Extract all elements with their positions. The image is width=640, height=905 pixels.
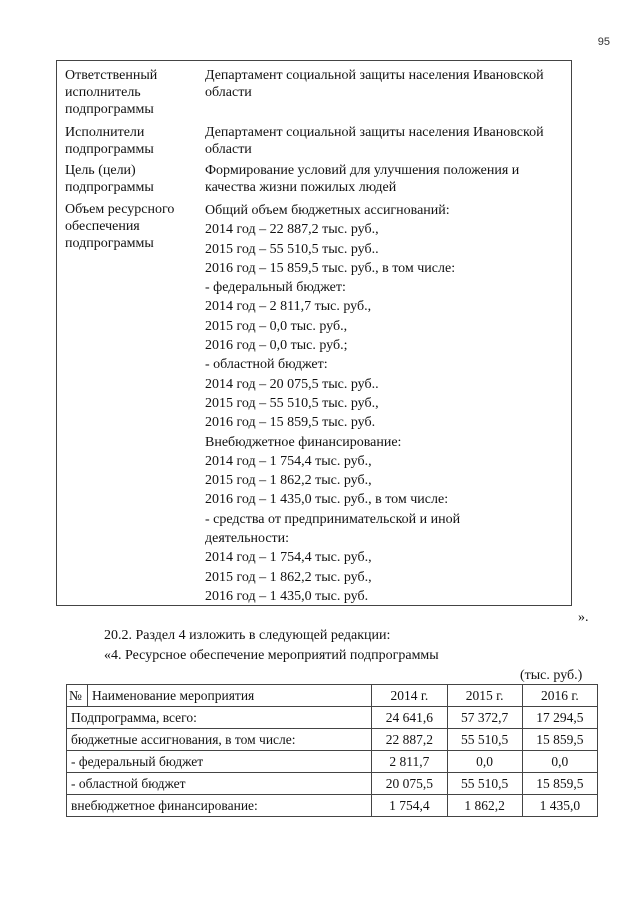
- funding-line: Общий объем бюджетных ассигнований:: [205, 203, 450, 218]
- funding-line: 2015 год – 55 510,5 тыс. руб.,: [205, 395, 379, 411]
- funding-line: 2014 год – 1 754,4 тыс. руб.,: [205, 550, 372, 566]
- row-value-y2015: 0,0: [447, 751, 522, 773]
- row-value-y2014: 24 641,6: [372, 707, 447, 729]
- funding-line: 2016 год – 1 435,0 тыс. руб., в том числе:: [205, 492, 449, 508]
- subprogram-passport-box: [56, 60, 572, 606]
- table-row: [67, 751, 598, 773]
- budget-table: [66, 684, 598, 817]
- units-label: (тыс. руб.): [520, 668, 583, 683]
- funding-line: - средства от предпринимательской и иной: [205, 511, 461, 527]
- executors-value: Департамент социальной защиты населения Ивановской области: [205, 125, 544, 157]
- table-row: [67, 795, 598, 817]
- section-instruction: 20.2. Раздел 4 изложить в следующей редакции:: [104, 628, 391, 643]
- funding-line: 2014 год – 1 754,4 тыс. руб.,: [205, 453, 372, 469]
- row-value-y2015: 55 510,5: [447, 729, 522, 751]
- funding-line: 2016 год – 15 859,5 тыс. руб.: [205, 415, 376, 431]
- goal-value: Формирование условий для улучшения положения и качества жизни пожилых людей: [205, 163, 520, 195]
- row-value-y2015: 55 510,5: [447, 773, 522, 795]
- row-value-y2016: 15 859,5: [522, 773, 597, 795]
- row-value-y2016: 15 859,5: [522, 729, 597, 751]
- row-value-y2014: 20 075,5: [372, 773, 447, 795]
- row-name: - федеральный бюджет: [67, 751, 372, 773]
- goal-label: Цель (цели) подпрограммы: [65, 163, 154, 195]
- section-heading: «4. Ресурсное обеспечение мероприятий подпрограммы: [104, 648, 439, 663]
- funding-line: 2016 год – 1 435,0 тыс. руб.: [205, 588, 369, 604]
- row-name: Подпрограмма, всего:: [67, 707, 372, 729]
- table-header-row: [67, 685, 598, 707]
- funding-line: 2014 год – 2 811,7 тыс. руб.,: [205, 299, 372, 315]
- header-2014: 2014 г.: [372, 685, 447, 707]
- row-value-y2015: 1 862,2: [447, 795, 522, 817]
- header-no: №: [67, 685, 88, 707]
- row-name: бюджетные ассигнования, в том числе:: [67, 729, 372, 751]
- row-value-y2016: 17 294,5: [522, 707, 597, 729]
- table-row: [67, 707, 598, 729]
- header-name: Наименование мероприятия: [88, 685, 372, 707]
- table-row: [67, 729, 598, 751]
- funding-line: Внебюджетное финансирование:: [205, 434, 402, 450]
- responsible-label: Ответственный исполнитель подпрограммы: [65, 68, 158, 117]
- funding-line: - областной бюджет:: [205, 357, 328, 373]
- funding-line: - федеральный бюджет:: [205, 280, 346, 296]
- funding-line: 2015 год – 55 510,5 тыс. руб..: [205, 241, 379, 257]
- table-body: [67, 707, 598, 817]
- funding-line: 2015 год – 1 862,2 тыс. руб.,: [205, 473, 372, 489]
- row-value-y2016: 0,0: [522, 751, 597, 773]
- row-value-y2014: 22 887,2: [372, 729, 447, 751]
- funding-line: 2014 год – 20 075,5 тыс. руб..: [205, 376, 379, 392]
- header-2015: 2015 г.: [447, 685, 522, 707]
- funding-line: 2014 год – 22 887,2 тыс. руб.,: [205, 222, 379, 238]
- table-row: [67, 773, 598, 795]
- closing-quote: ».: [578, 610, 589, 625]
- funding-line: 2016 год – 0,0 тыс. руб.;: [205, 338, 348, 354]
- row-name: - областной бюджет: [67, 773, 372, 795]
- funding-line: 2015 год – 1 862,2 тыс. руб.,: [205, 569, 372, 585]
- funding-label: Объем ресурсного обеспечения подпрограммы: [65, 202, 175, 251]
- funding-line: 2015 год – 0,0 тыс. руб.,: [205, 318, 348, 334]
- row-value-y2014: 1 754,4: [372, 795, 447, 817]
- row-value-y2015: 57 372,7: [447, 707, 522, 729]
- header-2016: 2016 г.: [522, 685, 597, 707]
- funding-lines: [205, 201, 567, 606]
- row-name: внебюджетное финансирование:: [67, 795, 372, 817]
- funding-line: деятельности:: [205, 531, 290, 547]
- row-value-y2014: 2 811,7: [372, 751, 447, 773]
- funding-line: 2016 год – 15 859,5 тыс. руб., в том числе:: [205, 260, 456, 276]
- page-number: 95: [597, 36, 610, 48]
- responsible-value: Департамент социальной защиты населения Ивановской области: [205, 68, 544, 100]
- row-value-y2016: 1 435,0: [522, 795, 597, 817]
- executors-label: Исполнители подпрограммы: [65, 125, 154, 157]
